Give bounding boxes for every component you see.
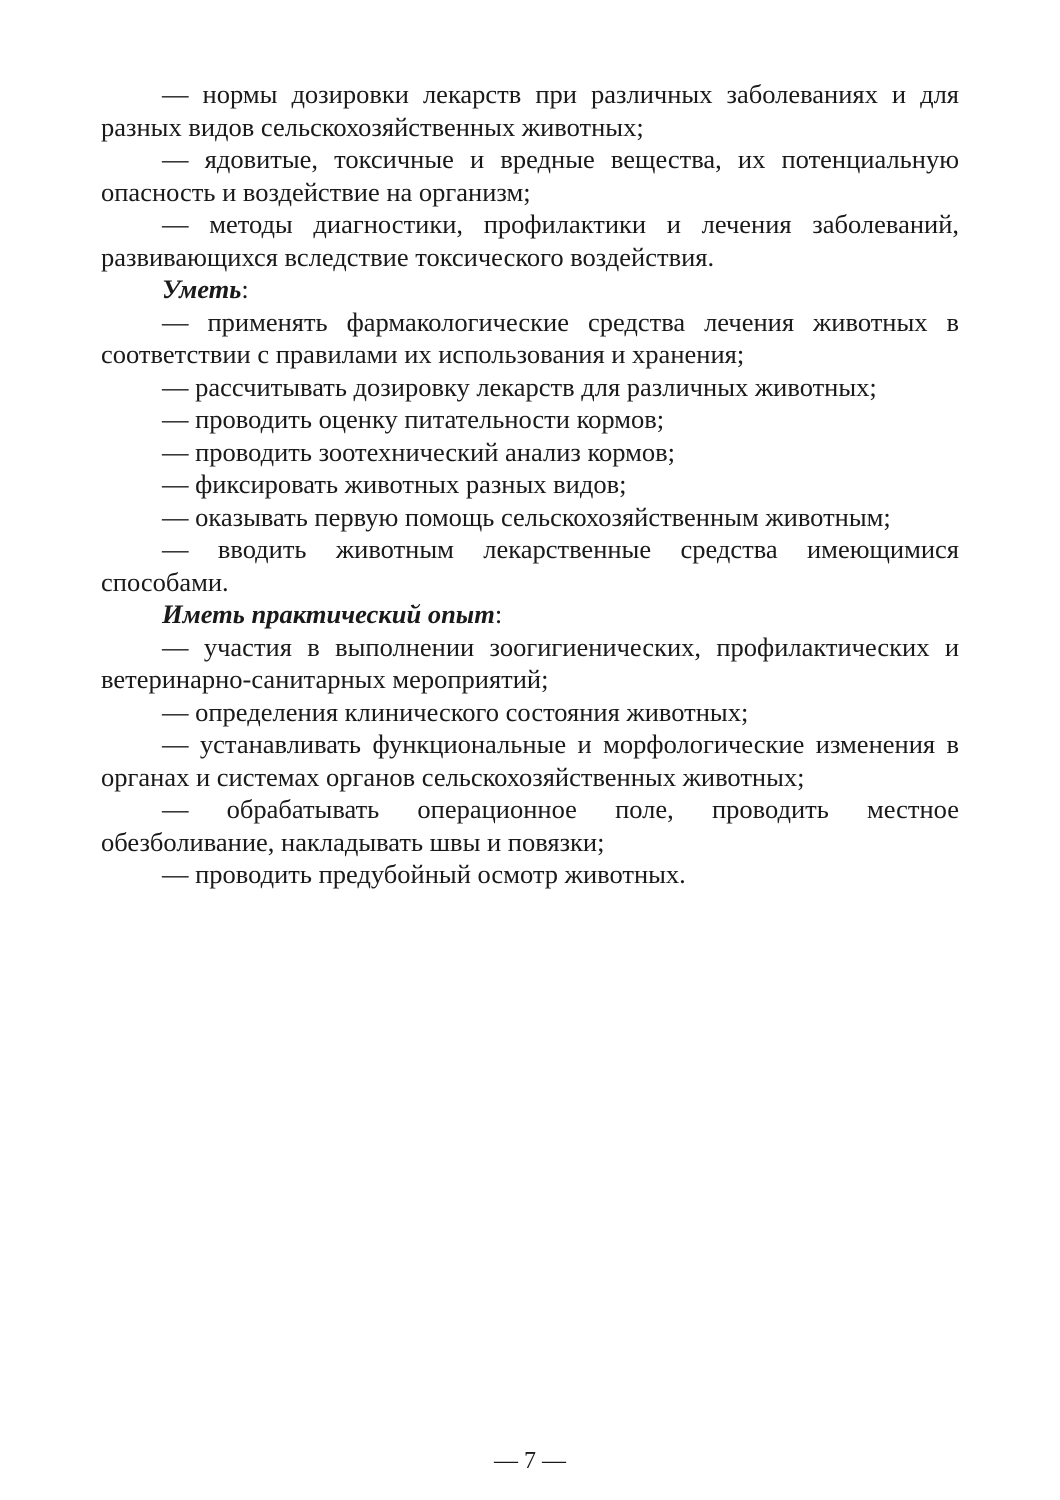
list-item-administer-drugs: — вводить животным лекарственные средства имеющимися способами. <box>101 534 959 597</box>
section-heading-skills <box>101 273 959 306</box>
list-item-toxic-substances: — ядовитые, токсичные и вредные вещества, их потенциальную опасность и воздействие на организм; <box>101 144 959 207</box>
list-item-apply-pharmacology: — применять фармакологические средства лечения животных в соответствии с правилами их использования и хранения; <box>101 306 959 369</box>
experience-heading-colon: : <box>494 599 503 629</box>
section-heading-experience <box>101 598 959 631</box>
experience-heading-text: Иметь практический опыт <box>162 599 495 629</box>
list-item-diagnostic-methods: — методы диагностики, профилактики и лечения заболеваний, развивающихся вследствие токсического воздействия. <box>101 209 959 272</box>
skills-heading-text: Уметь <box>162 274 242 304</box>
list-item-surgical-field: — обрабатывать операционное поле, проводить местное обезболивание, накладывать швы и повязки; <box>101 794 959 857</box>
list-item-first-aid: — оказывать первую помощь сельскохозяйственным животным; <box>162 501 891 532</box>
page-body <box>101 78 959 891</box>
list-item-morphological-changes: — устанавливать функциональные и морфологические изменения в органах и системах органов сельскохозяйственных животных; <box>101 729 959 792</box>
list-item-clinical-state: — определения клинического состояния животных; <box>162 696 749 727</box>
list-item-feed-nutrition: — проводить оценку питательности кормов; <box>162 404 665 434</box>
skills-heading-colon: : <box>241 274 249 304</box>
list-item-calculate-dosage: — рассчитывать дозировку лекарств для различных животных; <box>162 371 877 402</box>
list-item-restrain-animals: — фиксировать животных разных видов; <box>162 469 627 499</box>
list-item-sanitary-measures: — участия в выполнении зоогигиенических, профилактических и ветеринарно-санитарных мероприятий; <box>101 631 959 694</box>
list-item-dosage-norms: — нормы дозировки лекарств при различных заболеваниях и для разных видов сельскохозяйственных животных; <box>101 79 959 142</box>
list-item-preslaughter-exam: — проводить предубойный осмотр животных. <box>162 859 686 889</box>
page-number: — 7 — <box>494 1448 566 1474</box>
list-item-feed-analysis: — проводить зоотехнический анализ кормов; <box>162 436 675 467</box>
